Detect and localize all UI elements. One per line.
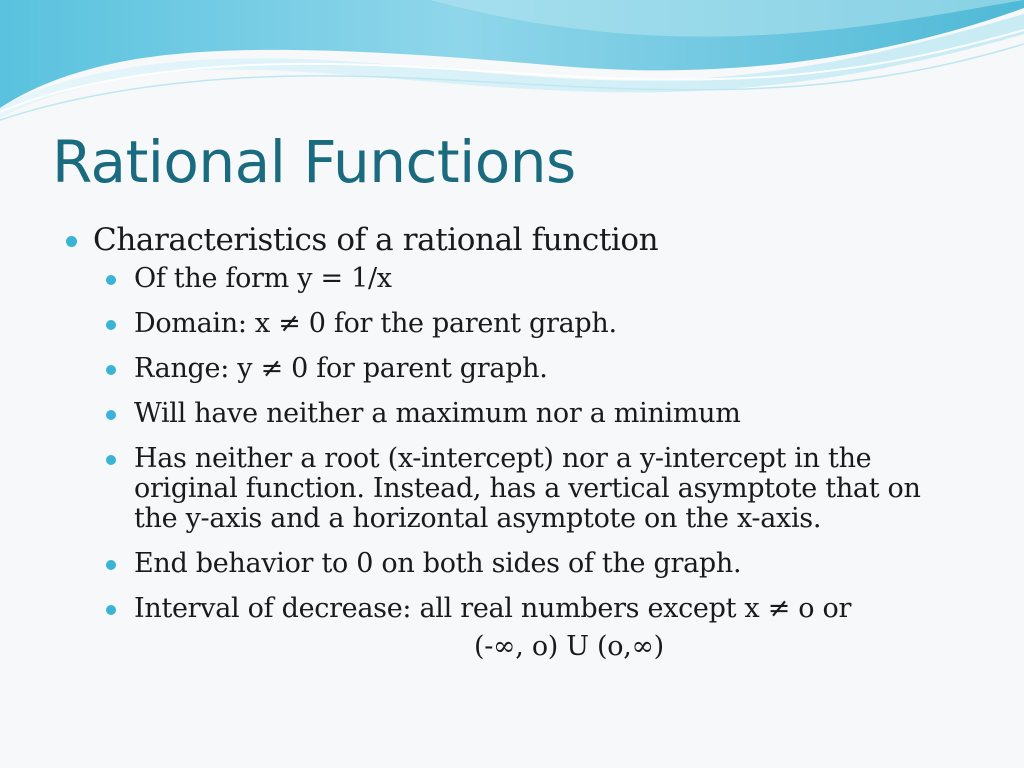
bullet-item [62, 218, 982, 262]
sub-bullet-text: Range: y ≠ 0 for parent graph. [134, 353, 548, 384]
sub-bullet-text: Interval of decrease: all real numbers except x ≠ o or [134, 593, 852, 624]
bullet-dot-icon [106, 560, 116, 570]
sub-bullet-item [103, 594, 982, 662]
sub-bullet-item [103, 264, 982, 294]
bullet-dot-icon [106, 455, 116, 465]
bullet-text: Characteristics of a rational function [93, 222, 659, 258]
bullet-list [62, 218, 982, 677]
sub-bullet-item [103, 354, 982, 384]
bullet-dot-icon [66, 236, 77, 247]
sub-bullet-item [103, 399, 982, 429]
slide-title: Rational Functions [52, 128, 576, 196]
sub-bullet-item [103, 444, 982, 534]
sub-bullet-item [103, 309, 982, 339]
sub-bullet-text: Of the form y = 1/x [134, 263, 392, 294]
sub-bullet-item [103, 549, 982, 579]
bullet-dot-icon [106, 320, 116, 330]
sub-bullet-text: End behavior to 0 on both sides of the graph. [134, 548, 742, 579]
header-wave-decoration [0, 0, 1024, 130]
bullet-dot-icon [106, 365, 116, 375]
bullet-dot-icon [106, 275, 116, 285]
bullet-dot-icon [106, 605, 116, 615]
sub-bullet-text: Will have neither a maximum nor a minimum [134, 398, 741, 429]
interval-continuation: (-∞, o) U (o,∞) [474, 631, 664, 662]
sub-bullet-text: Domain: x ≠ 0 for the parent graph. [134, 308, 617, 339]
bullet-dot-icon [106, 410, 116, 420]
sub-bullet-list [62, 264, 982, 662]
sub-bullet-text: Has neither a root (x-intercept) nor a y-intercept in the original function. Instead, has a vertical asymptote that on the y-axis and a horizontal asymptote on the x-axis. [134, 443, 921, 534]
